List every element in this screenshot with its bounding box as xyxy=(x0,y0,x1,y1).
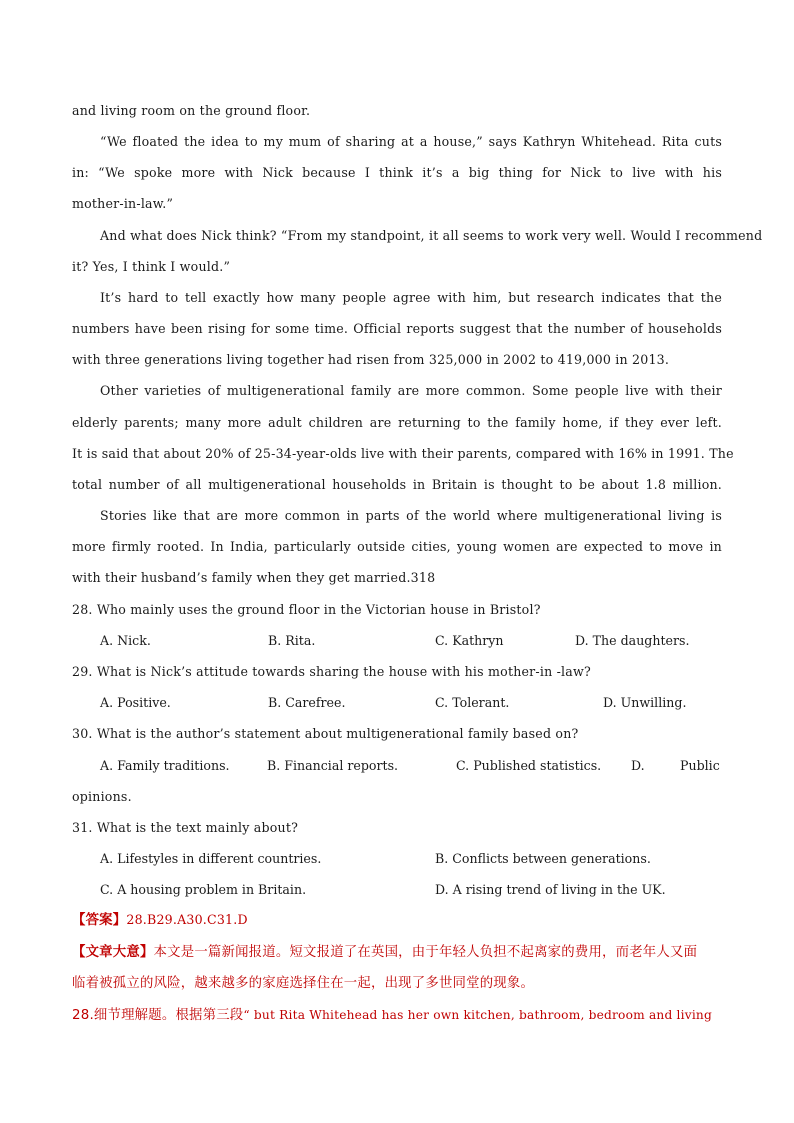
option-b: B. Financial reports. xyxy=(267,758,399,773)
option-a: A. Lifestyles in different countries. xyxy=(100,851,322,866)
passage-line: “We floated the idea to my mum of sharing at a house,” says Kathryn Whitehead. Rita cuts xyxy=(100,134,722,149)
explanation-line xyxy=(72,1006,722,1025)
question-stem: 30. What is the author’s statement about multigenerational family based on? xyxy=(72,726,579,741)
option-c: C. Tolerant. xyxy=(435,695,510,710)
options-row xyxy=(100,694,722,712)
options-row xyxy=(100,850,722,868)
summary-label: 【文章大意】 xyxy=(72,945,154,960)
summary-text: 本文是一篇新闻报道。短文报道了在英国，由于年轻人负担不起离家的费用，而老年人又面 xyxy=(153,945,698,960)
explanation-quote: “ but Rita Whitehead has her own kitchen, bathroom, bedroom and living xyxy=(243,1008,712,1022)
option-c: C. A housing problem in Britain. xyxy=(100,882,307,897)
answer-line xyxy=(72,911,722,930)
summary-line xyxy=(72,943,722,962)
question-stem: 29. What is Nick’s attitude towards sharing the house with his mother-in -law? xyxy=(72,664,591,679)
explanation-prefix: 28.细节理解题。根据第三段 xyxy=(72,1008,244,1023)
options-row xyxy=(100,757,722,775)
passage-line: in: “We spoke more with Nick because I think it’s a big thing for Nick to live with his xyxy=(72,165,722,180)
summary-text: 临着被孤立的风险，越来越多的家庭选择住在一起，出现了多世同堂的现象。 xyxy=(72,976,535,991)
passage-line: with their husband’s family when they get married.318 xyxy=(72,570,436,585)
option-a: A. Nick. xyxy=(100,633,151,648)
option-a: A. Family traditions. xyxy=(100,758,230,773)
option-d: D. The daughters. xyxy=(575,633,690,648)
option-b: B. Carefree. xyxy=(268,695,346,710)
options-row xyxy=(100,881,722,899)
option-a: A. Positive. xyxy=(100,695,171,710)
options-row xyxy=(100,632,722,650)
passage-line: Other varieties of multigenerational family are more common. Some people live with their xyxy=(100,383,722,398)
answer-label: 【答案】 xyxy=(72,913,127,928)
passage-line: It’s hard to tell exactly how many people agree with him, but research indicates that the xyxy=(100,290,722,305)
option-d: D. xyxy=(631,758,645,773)
passage-line: numbers have been rising for some time. Official reports suggest that the number of households xyxy=(72,321,722,336)
option-b: B. Rita. xyxy=(268,633,316,648)
answer-text: 28.B29.A30.C31.D xyxy=(126,912,248,927)
passage-line: more firmly rooted. In India, particularly outside cities, young women are expected to move in xyxy=(72,539,722,554)
passage-line: It is said that about 20% of 25-34-year-olds live with their parents, compared with 16% in 1991. The xyxy=(72,446,734,461)
question-stem: 31. What is the text mainly about? xyxy=(72,820,299,835)
passage-line: it? Yes, I think I would.” xyxy=(72,259,231,274)
option-d: D. A rising trend of living in the UK. xyxy=(435,882,666,897)
passage-line: Stories like that are more common in parts of the world where multigenerational living is xyxy=(100,508,722,523)
option-c: C. Kathryn xyxy=(435,633,504,648)
question-stem: 28. Who mainly uses the ground floor in the Victorian house in Bristol? xyxy=(72,602,541,617)
passage-line: And what does Nick think? “From my standpoint, it all seems to work very well. Would I recommend xyxy=(100,228,763,243)
summary-line xyxy=(72,974,722,993)
option-d: D. Unwilling. xyxy=(603,695,687,710)
option-b: B. Conflicts between generations. xyxy=(435,851,651,866)
option-c: C. Published statistics. xyxy=(456,758,602,773)
option-d-continuation: opinions. xyxy=(72,789,132,804)
passage-line: and living room on the ground floor. xyxy=(72,103,311,118)
passage-line: elderly parents; many more adult children are returning to the family home, if they ever left. xyxy=(72,415,722,430)
passage-line: total number of all multigenerational households in Britain is thought to be about 1.8 million. xyxy=(72,477,722,492)
option-d-text: Public xyxy=(680,758,720,773)
passage-line: mother-in-law.” xyxy=(72,196,174,211)
passage-line: with three generations living together had risen from 325,000 in 2002 to 419,000 in 2013. xyxy=(72,352,670,367)
